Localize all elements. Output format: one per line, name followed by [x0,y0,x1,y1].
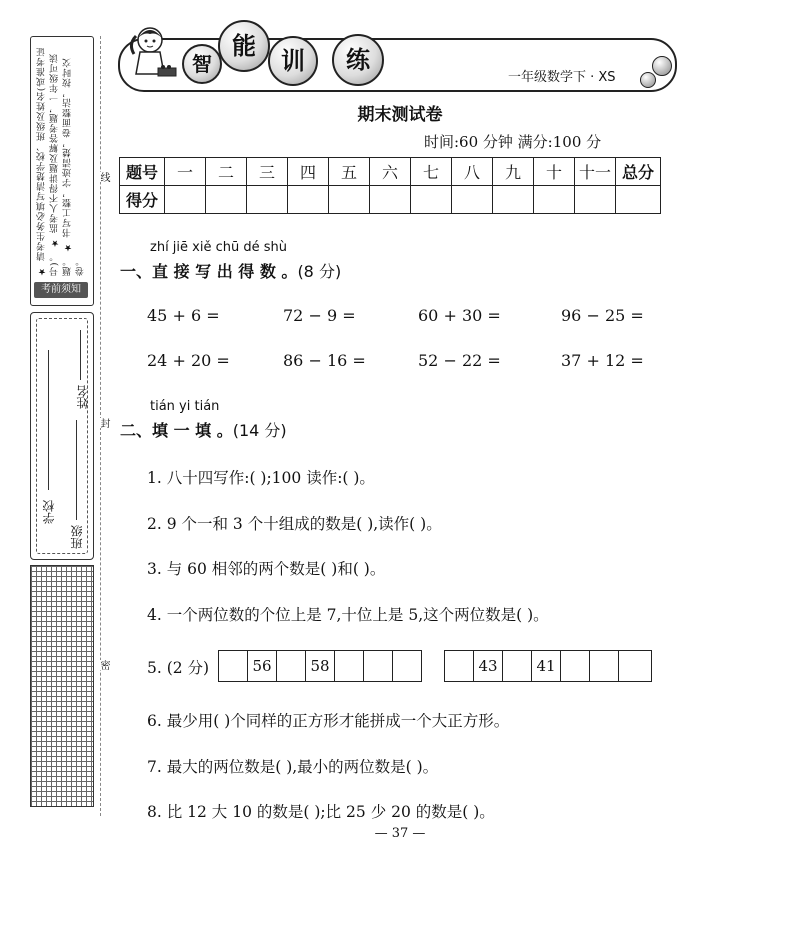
score-header-cell: 十 [534,158,575,186]
score-header-cell: 八 [452,158,493,186]
section1-title: 一、直 接 写 出 得 数 。 [120,262,298,281]
score-header-cell: 六 [370,158,411,186]
exam-title: 期末测试卷 [357,105,443,125]
calc-problem: 52 − 22 = [418,351,501,370]
score-header-cell: 一 [165,158,206,186]
sequence-cell[interactable] [590,651,619,681]
score-header-cell: 五 [329,158,370,186]
exam-notes-badge: 考前须知 [34,282,88,298]
cut-char-seal: 封 [98,418,109,428]
score-header-cell: 三 [247,158,288,186]
calc-problem: 24 + 20 = [147,351,230,370]
score-cell[interactable] [575,186,616,214]
header-bubble-zhi: 智 [182,44,222,84]
sequence-cell[interactable] [619,651,647,681]
time-info: 时间:60 分钟 满分:100 分 [424,133,602,151]
calc-problem: 60 + 30 = [418,306,501,325]
calc-problem: 45 + 6 = [147,306,220,325]
header-bubble-xun: 训 [268,36,318,86]
question-1: 1. 八十四写作:( );100 读作:( )。 [147,469,375,487]
score-cell[interactable] [493,186,534,214]
score-table [119,157,661,214]
section2-heading [120,418,287,441]
question-3: 3. 与 60 相邻的两个数是( )和( )。 [147,560,386,578]
section1-heading [120,259,341,282]
score-header-cell: 七 [411,158,452,186]
question-5-label: 5. (2 分) [147,659,210,677]
section2-points: (14 分) [232,421,287,440]
decor-ball-large [652,56,672,76]
score-cell[interactable] [329,186,370,214]
number-sequence-1 [218,650,422,682]
girl-illustration [122,24,182,90]
sequence-cell: 41 [532,651,561,681]
question-6: 6. 最少用( )个同样的正方形才能拼成一个大正方形。 [147,712,510,730]
question-2: 2. 9 个一和 3 个十组成的数是( ),读作( )。 [147,515,442,533]
sequence-cell[interactable] [364,651,393,681]
score-cell[interactable] [288,186,329,214]
class-line [76,420,77,520]
page-number: — 37 — [374,826,426,841]
score-cell[interactable] [616,186,661,214]
section1-pinyin: zhí jiē xiě chū dé shù [150,240,287,255]
score-row-label: 得分 [120,186,165,214]
sequence-cell[interactable] [277,651,306,681]
name-line [80,330,81,380]
question-7: 7. 最大的两位数是( ),最小的两位数是( )。 [147,758,439,776]
section2-title: 二、填 一 填 。 [120,421,233,440]
header-bubble-neng: 能 [218,20,270,72]
cut-char-secret: 密 [98,660,109,670]
score-cell[interactable] [534,186,575,214]
calc-problem: 96 − 25 = [561,306,644,325]
score-header-cell: 十一 [575,158,616,186]
score-cell[interactable] [165,186,206,214]
exam-notes-text: ★ 请考生务必填写清楚学校、班级及姓名(或准考证号)。 ★ 监考人不得讲题及解答考题，一年级可读题。 ★ 书写工整，字迹清楚，卷面整洁，按时交卷。 [37,46,86,276]
cut-char-line: 线 [98,172,109,182]
score-header-cell: 二 [206,158,247,186]
score-header-cell: 总分 [616,158,661,186]
score-cell[interactable] [452,186,493,214]
school-label: 学校 [42,500,56,524]
school-line [48,350,49,490]
score-header-cell: 四 [288,158,329,186]
question-4: 4. 一个两位数的个位上是 7,十位上是 5,这个两位数是( )。 [147,606,549,624]
name-label: 姓名 [76,385,90,409]
calc-problem: 86 − 16 = [283,351,366,370]
score-table-header-row [120,158,661,186]
section1-points: (8 分) [297,262,342,281]
sequence-cell[interactable] [561,651,590,681]
class-label: 班级 [70,525,84,549]
header-bubble-lian: 练 [332,34,384,86]
score-cell[interactable] [370,186,411,214]
sequence-cell[interactable] [503,651,532,681]
sequence-cell[interactable] [335,651,364,681]
sequence-cell[interactable] [393,651,421,681]
grid-paper [30,565,94,807]
sequence-cell: 56 [248,651,277,681]
score-header-cell: 题号 [120,158,165,186]
sequence-cell[interactable] [445,651,474,681]
section2-pinyin: tián yi tián [150,399,220,414]
sequence-cell: 43 [474,651,503,681]
decor-ball-small [640,72,656,88]
score-cell[interactable] [411,186,452,214]
number-sequence-2 [444,650,652,682]
calc-problem: 72 − 9 = [283,306,356,325]
sequence-cell[interactable] [219,651,248,681]
calc-problem: 37 + 12 = [561,351,644,370]
score-table-score-row [120,186,661,214]
grade-label: 一年级数学下 · XS [508,70,616,85]
question-8: 8. 比 12 大 10 的数是( );比 25 少 20 的数是( )。 [147,803,495,821]
score-header-cell: 九 [493,158,534,186]
sequence-cell: 58 [306,651,335,681]
score-cell[interactable] [247,186,288,214]
score-cell[interactable] [206,186,247,214]
